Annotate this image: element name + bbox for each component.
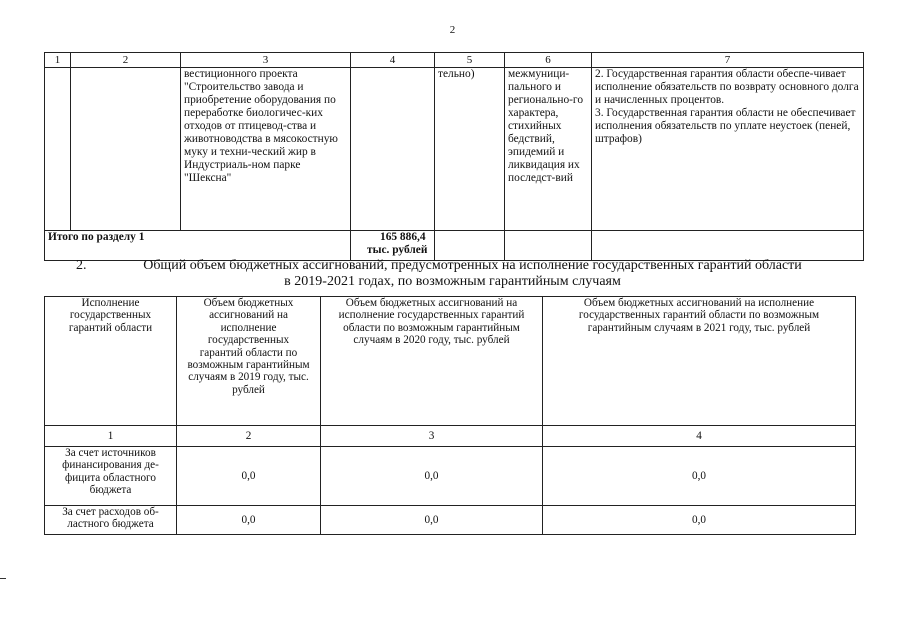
cell-col5: тельно) [435,68,505,231]
column-number: 4 [351,53,435,68]
column-number: 4 [543,426,856,447]
header-2021: Объем бюджетных ассигнований на исполнение государственных гарантий области по возможным гарантийным случаям в 2021 году, тыс. рублей [543,297,856,426]
value-2021: 0,0 [543,447,856,506]
cell-empty [435,231,505,261]
section-2-heading [0,258,905,290]
table-row [45,447,856,506]
header-2019: Объем бюджетных ассигнований на исполнение государственных гарантий области по возможным гарантийным случаям в 2019 году, тыс. рублей [177,297,321,426]
row-label: За счет расходов об-ластного бюджета [45,506,177,535]
cell-empty [505,231,592,261]
column-number: 2 [71,53,181,68]
budget-allocations-table [44,296,856,535]
header-2020: Объем бюджетных ассигнований на исполнение государственных гарантий области по возможным гарантийным случаям в 2020 году, тыс. рублей [321,297,543,426]
column-number: 2 [177,426,321,447]
guarantees-table [44,52,864,261]
column-number: 6 [505,53,592,68]
column-number: 3 [181,53,351,68]
value-2021: 0,0 [543,506,856,535]
section-number: 2. [76,258,87,273]
page-number: 2 [449,24,456,36]
column-index-row [45,426,856,447]
total-label: Итого по разделу 1 [45,231,351,261]
value-2019: 0,0 [177,447,321,506]
total-amount [351,231,435,261]
column-number: 3 [321,426,543,447]
total-value: 165 886,4 [380,231,426,243]
table-row [45,506,856,535]
section-title-line2: в 2019-2021 годах, по возможным гарантийным случаям [284,274,621,289]
cell-col2 [71,68,181,231]
cell-col4 [351,68,435,231]
value-2020: 0,0 [321,447,543,506]
guarantee-term-2: 2. Государственная гарантия области обеспе-чивает исполнение обязательств по возврату основного долга и начисленных процентов. [595,68,859,106]
guarantee-term-3: 3. Государственная гарантия области не обеспечивает исполнения обязательств по уплате неустоек (пеней, штрафов) [595,107,856,145]
scan-mark [0,578,6,579]
column-number: 7 [592,53,864,68]
cell-guarantee-cases: межмуници-пального и регионально-го характера, стихийных бедствий, эпидемий и ликвидация их последст-вий [505,68,592,231]
value-2019: 0,0 [177,506,321,535]
total-unit: тыс. рублей [367,244,428,256]
value-2020: 0,0 [321,506,543,535]
column-number: 1 [45,53,71,68]
column-number: 5 [435,53,505,68]
column-number: 1 [45,426,177,447]
row-label: За счет источников финансирования де-фицита областного бюджета [45,447,177,506]
table-header-row [45,53,864,68]
cell-empty [592,231,864,261]
header-guarantee-execution: Исполнение государственных гарантий области [45,297,177,426]
cell-col1 [45,68,71,231]
section-title-line1: Общий объем бюджетных ассигнований, предусмотренных на исполнение государственных гарантий области [143,258,802,273]
cell-guarantee-terms [592,68,864,231]
table-header-row [45,297,856,426]
cell-project-description: вестиционного проекта "Строительство завода и приобретение оборудования по переработке биологичес-ких отходов от птицевод-ства и животноводства в мясокостную муку и техни-ческий жир в Индустриаль-ном парке "Шексна" [181,68,351,231]
total-row [45,231,864,261]
table-row [45,68,864,231]
